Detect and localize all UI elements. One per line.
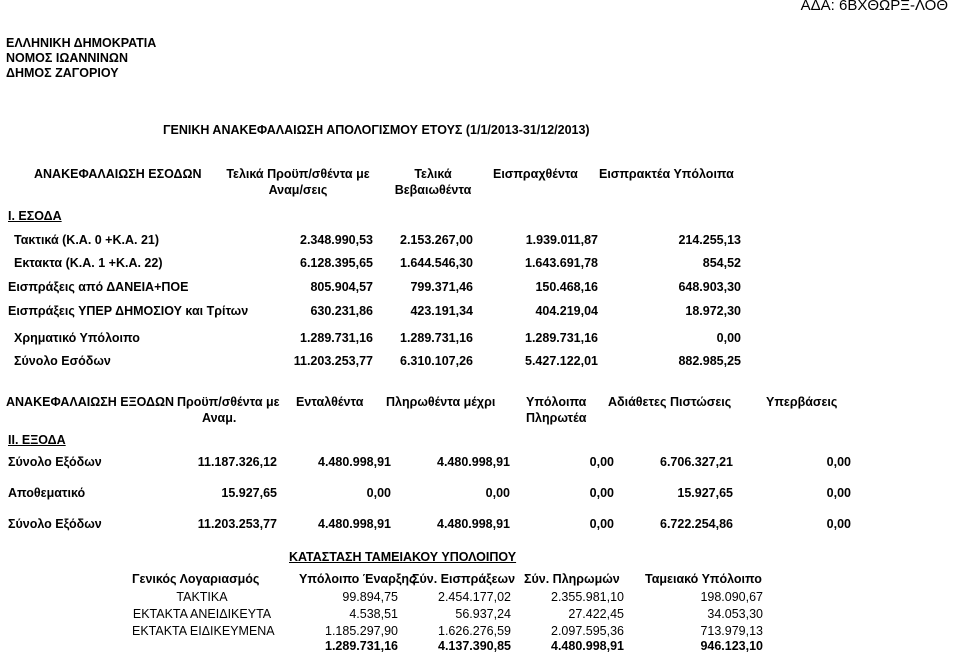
cell: 404.219,04 [535, 304, 598, 318]
cell: 2.097.595,36 [551, 624, 624, 638]
row-label: Αποθεματικό [8, 486, 86, 500]
header-prefecture: ΝΟΜΟΣ ΙΩΑΝΝΙΝΩΝ [6, 51, 128, 65]
row-label: Σύνολο Εξόδων [8, 455, 102, 469]
row-label: ΕΚΤΑΚΤΑ ΑΝΕΙΔΙΚΕΥΤΑ [132, 607, 272, 621]
cell: 11.203.253,77 [293, 354, 373, 368]
cell: 1.644.546,30 [400, 256, 473, 270]
cell: 0,00 [589, 455, 614, 469]
page-title: ΓΕΝΙΚΗ ΑΝΑΚΕΦΑΛΑΙΩΣΗ ΑΠΟΛΟΓΙΣΜΟΥ ΕΤΟΥΣ (1/1/2013-31/12/2013) [163, 123, 590, 137]
revenue-col-budget: Τελικά Προϋπ/σθέντα με [226, 167, 370, 181]
row-label: Σύνολο Εξόδων [8, 517, 102, 531]
cell: 0,00 [589, 486, 614, 500]
cell: 1.289.731,16 [300, 331, 373, 345]
expenses-col-unallocated: Αδιάθετες Πιστώσεις [608, 395, 732, 409]
cell: 854,52 [702, 256, 741, 270]
expenses-col-ordered: Ενταλθέντα [296, 395, 364, 409]
cell: 713.979,13 [700, 624, 763, 638]
cell: 630.231,86 [310, 304, 373, 318]
revenue-col-budget-2: Αναμ/σεις [268, 183, 328, 197]
expenses-section: ΙΙ. ΕΞΟΔΑ [8, 433, 66, 447]
expenses-col-payable-2: Πληρωτέα [526, 411, 587, 425]
cash-col-opening: Υπόλοιπο Έναρξης [299, 572, 416, 586]
row-label: ΤΑΚΤΙΚΑ [176, 590, 228, 604]
cell: 6.310.107,26 [400, 354, 473, 368]
cell: 1.626.276,59 [438, 624, 511, 638]
cell: 4.480.998,91 [551, 639, 624, 653]
revenue-col-collected: Εισπραχθέντα [493, 167, 578, 181]
cell: 423.191,34 [410, 304, 473, 318]
row-label: Εισπράξεις ΥΠΕΡ ΔΗΜΟΣΙΟΥ και Τρίτων [8, 304, 249, 318]
cell: 5.427.122,01 [525, 354, 598, 368]
cell: 2.454.177,02 [438, 590, 511, 604]
header-republic: ΕΛΛΗΝΙΚΗ ΔΗΜΟΚΡΑΤΙΑ [6, 36, 157, 50]
cell: 946.123,10 [700, 639, 763, 653]
row-label: Τακτικά (Κ.Α. 0 +Κ.Α. 21) [14, 233, 160, 247]
cell: 4.480.998,91 [318, 455, 391, 469]
cell: 27.422,45 [568, 607, 624, 621]
cell: 0,00 [589, 517, 614, 531]
cell: 0,00 [826, 455, 851, 469]
cell: 6.722.254,86 [660, 517, 733, 531]
cell: 1.939.011,87 [525, 233, 598, 247]
cell: 1.289.731,16 [525, 331, 598, 345]
cell: 11.203.253,77 [197, 517, 277, 531]
cell: 4.480.998,91 [437, 517, 510, 531]
cell: 1.185.297,90 [325, 624, 398, 638]
cell: 0,00 [826, 486, 851, 500]
cell: 56.937,24 [455, 607, 511, 621]
cash-col-receipts: Σύν. Εισπράξεων [412, 572, 516, 586]
cell: 198.090,67 [700, 590, 763, 604]
expenses-heading: ΑΝΑΚΕΦΑΛΑΙΩΣΗ ΕΞΟΔΩΝ [6, 395, 175, 409]
revenue-heading: ΑΝΑΚΕΦΑΛΑΙΩΣΗ ΕΣΟΔΩΝ [34, 167, 202, 181]
cell: 150.468,16 [535, 280, 598, 294]
cell: 0,00 [716, 331, 741, 345]
cell: 11.187.326,12 [197, 455, 277, 469]
ada-code: ΑΔΑ: 6ΒΧΘΩΡΞ-ΛΟΘ [800, 0, 948, 14]
row-label: Εισπράξεις από ΔΑΝΕΙΑ+ΠΟΕ [8, 280, 189, 294]
row-label: Εκτακτα (Κ.Α. 1 +Κ.Α. 22) [14, 256, 163, 270]
cell: 648.903,30 [678, 280, 741, 294]
revenue-col-certified-2: Βεβαιωθέντα [394, 183, 472, 197]
cell: 18.972,30 [685, 304, 741, 318]
cell: 1.289.731,16 [325, 639, 398, 653]
cell: 799.371,46 [410, 280, 473, 294]
cell: 15.927,65 [221, 486, 277, 500]
revenue-section: Ι. ΕΣΟΔΑ [8, 209, 62, 223]
expenses-col-overruns: Υπερβάσεις [766, 395, 838, 409]
cash-col-payments: Σύν. Πληρωμών [524, 572, 620, 586]
cell: 4.480.998,91 [318, 517, 391, 531]
cell: 1.289.731,16 [400, 331, 473, 345]
row-label: Σύνολο Εσόδων [14, 354, 111, 368]
header-municipality: ΔΗΜΟΣ ΖΑΓΟΡΙΟΥ [6, 66, 119, 80]
cash-col-account: Γενικός Λογαριασμός [132, 572, 260, 586]
cell: 0,00 [366, 486, 391, 500]
cell: 805.904,57 [310, 280, 373, 294]
cell: 214.255,13 [678, 233, 741, 247]
revenue-col-certified: Τελικά [414, 167, 452, 181]
cell: 2.355.981,10 [551, 590, 624, 604]
cell: 4.480.998,91 [437, 455, 510, 469]
cell: 0,00 [826, 517, 851, 531]
cell: 0,00 [485, 486, 510, 500]
cash-col-balance: Ταμειακό Υπόλοιπο [645, 572, 762, 586]
cash-title: ΚΑΤΑΣΤΑΣΗ ΤΑΜΕΙΑΚΟΥ ΥΠΟΛΟΙΠΟΥ [289, 550, 517, 564]
cell: 4.137.390,85 [438, 639, 511, 653]
expenses-col-paid: Πληρωθέντα μέχρι [386, 395, 496, 409]
expenses-col-budget-2: Αναμ. [202, 411, 237, 425]
row-label: Χρηματικό Υπόλοιπο [14, 331, 140, 345]
cell: 882.985,25 [678, 354, 741, 368]
revenue-col-receivable: Εισπρακτέα Υπόλοιπα [599, 167, 734, 181]
cell: 6.128.395,65 [300, 256, 373, 270]
cell: 4.538,51 [349, 607, 398, 621]
expenses-col-budget: Προϋπ/σθέντα με [177, 395, 280, 409]
expenses-col-payable: Υπόλοιπα [526, 395, 587, 409]
cell: 1.643.691,78 [525, 256, 598, 270]
cell: 15.927,65 [677, 486, 733, 500]
cell: 34.053,30 [707, 607, 763, 621]
row-label: ΕΚΤΑΚΤΑ ΕΙΔΙΚΕΥΜΕΝΑ [132, 624, 275, 638]
cell: 6.706.327,21 [660, 455, 733, 469]
cell: 99.894,75 [342, 590, 398, 604]
cell: 2.153.267,00 [400, 233, 473, 247]
cell: 2.348.990,53 [300, 233, 373, 247]
